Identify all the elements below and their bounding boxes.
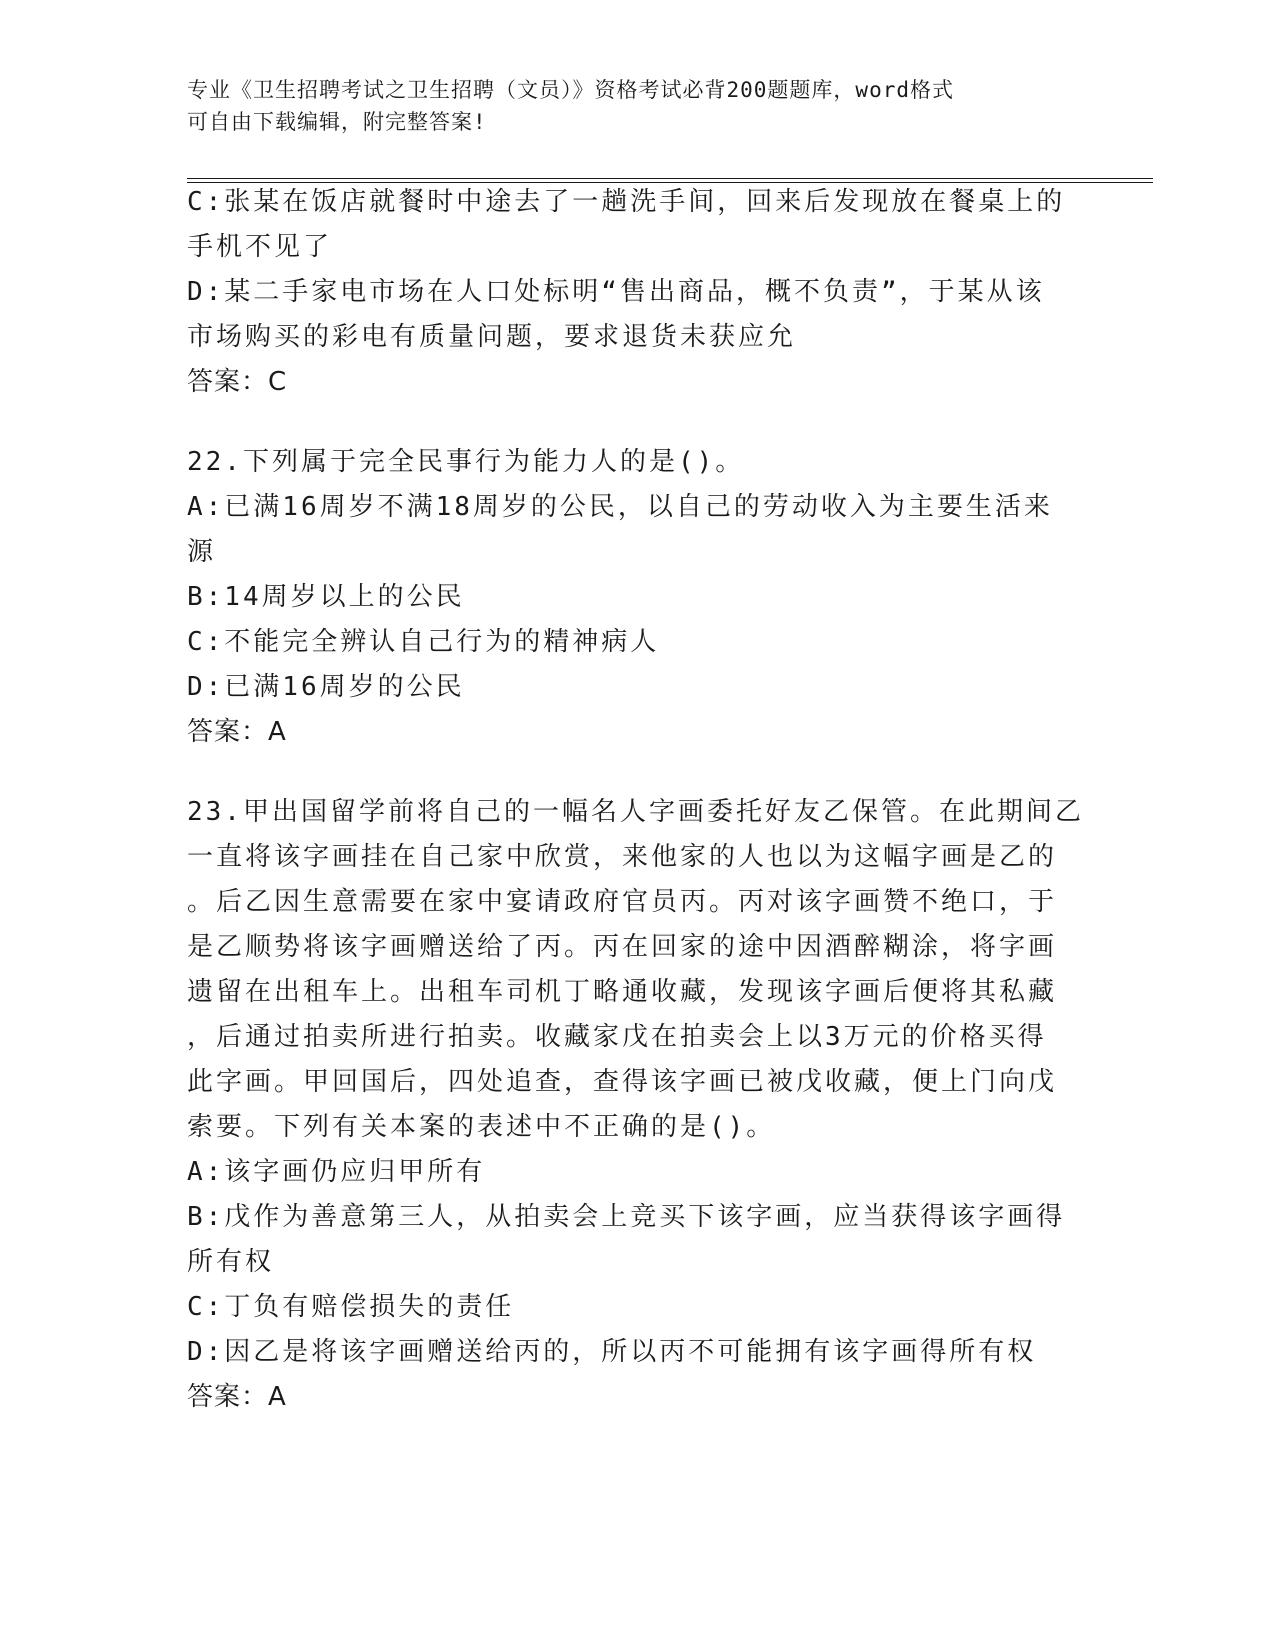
- question-23-stem-line: 是乙顺势将该字画赠送给了丙。丙在回家的途中因酒醉糊涂，将字画: [187, 932, 1058, 962]
- option-c: C:丁负有赔偿损失的责任: [187, 1292, 515, 1322]
- answer-21: 答案：C: [187, 367, 288, 397]
- header-divider-top: [187, 178, 1153, 179]
- question-23-stem-line: 23.甲出国留学前将自己的一幅名人字画委托好友乙保管。在此期间乙: [187, 797, 1084, 827]
- question-23-stem-line: 索要。下列有关本案的表述中不正确的是()。: [187, 1112, 776, 1142]
- option-c-line-2: 手机不见了: [187, 232, 333, 262]
- question-23-stem-line: ，后通过拍卖所进行拍卖。收藏家戊在拍卖会上以3万元的价格买得: [187, 1022, 1047, 1052]
- option-b-line-2: 所有权: [187, 1247, 275, 1277]
- option-d: D:因乙是将该字画赠送给丙的，所以丙不可能拥有该字画得所有权: [187, 1337, 1037, 1367]
- header-title-line-2: 可自由下载编辑，附完整答案!: [187, 110, 487, 134]
- option-c-line-1: C:张某在饭店就餐时中途去了一趟洗手间，回来后发现放在餐桌上的: [187, 187, 1066, 217]
- option-d-line-2: 市场购买的彩电有质量问题，要求退货未获应允: [187, 322, 797, 352]
- question-23-stem-line: 遗留在出租车上。出租车司机丁略通收藏，发现该字画后便将其私藏: [187, 977, 1058, 1007]
- question-23-stem-line: 。后乙因生意需要在家中宴请政府官员丙。丙对该字画赞不绝口，于: [187, 887, 1058, 917]
- question-22-stem: 22.下列属于完全民事行为能力人的是()。: [187, 447, 745, 477]
- question-22: [187, 440, 1087, 755]
- question-23-stem-line: 此字画。甲回国后，四处追查，查得该字画已被戊收藏，便上门向戊: [187, 1067, 1058, 1097]
- option-b: B:14周岁以上的公民: [187, 582, 465, 612]
- option-c: C:不能完全辨认自己行为的精神病人: [187, 627, 660, 657]
- option-d: D:已满16周岁的公民: [187, 672, 465, 702]
- question-23: [187, 790, 1087, 1420]
- answer-23: 答案：A: [187, 1382, 287, 1412]
- option-a-line-2: 源: [187, 537, 217, 567]
- document-header: [187, 74, 1067, 138]
- option-a-line-1: A:已满16周岁不满18周岁的公民，以自己的劳动收入为主要生活来: [187, 492, 1053, 522]
- question-23-stem-line: 一直将该字画挂在自己家中欣赏，来他家的人也以为这幅字画是乙的: [187, 842, 1058, 872]
- answer-22: 答案：A: [187, 717, 287, 747]
- option-a: A:该字画仍应归甲所有: [187, 1157, 486, 1187]
- header-title-line-1: 专业《卫生招聘考试之卫生招聘（文员）》资格考试必背200题题库，word格式: [187, 78, 954, 102]
- question-21-tail: [187, 180, 1087, 405]
- option-b-line-1: B:戊作为善意第三人，从拍卖会上竞买下该字画，应当获得该字画得: [187, 1202, 1066, 1232]
- option-d-line-1: D:某二手家电市场在人口处标明“售出商品，概不负责”，于某从该: [187, 277, 1045, 307]
